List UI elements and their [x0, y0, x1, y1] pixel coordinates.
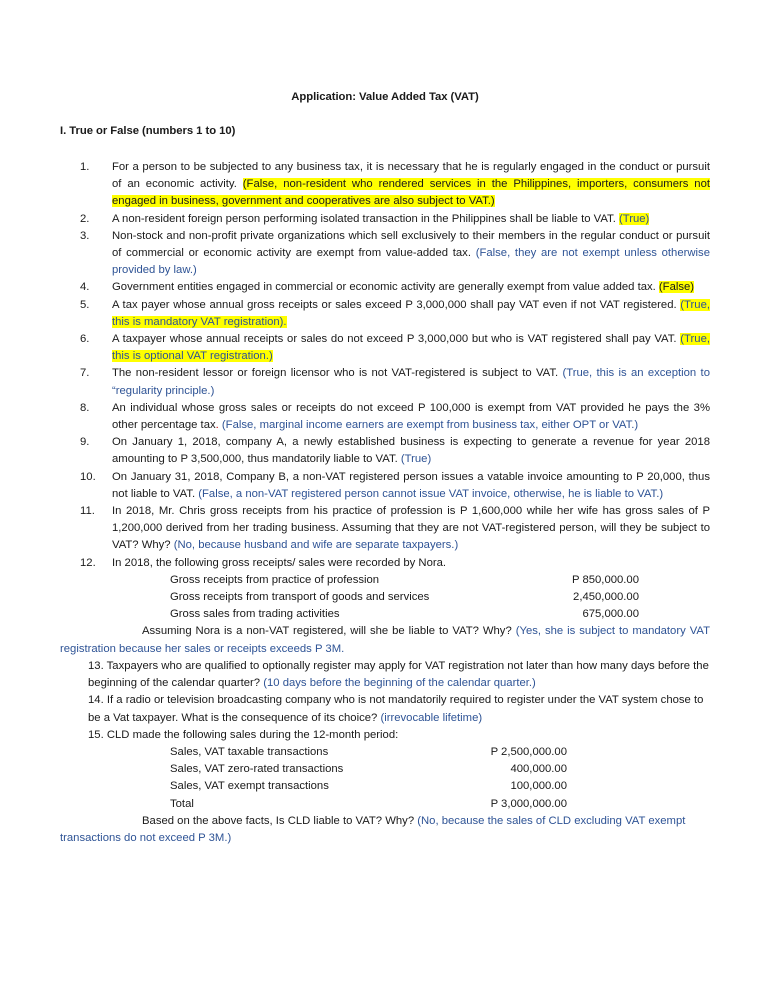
amount-label: Gross receipts from practice of profession: [170, 573, 380, 586]
item-number: 13.: [88, 659, 104, 672]
answer-text: (Yes, she is subject to mandatory VAT registration because her sales or receipts exceeds P 3M.: [60, 625, 710, 655]
question-text: In 2018, the following gross receipts/ sales were recorded by Nora.: [112, 556, 447, 569]
question-text: An individual whose gross sales or receipts do not exceed P 100,000 is exempt from VAT provided he pays the 3% other percentage tax: [112, 401, 710, 432]
question-text: Non-stock and non-profit private organizations which sell exclusively to their members in the regular conduct or pursuit of commercial or economic activity are exempt from value-added tax.: [112, 229, 710, 260]
item-number: 3.: [80, 229, 90, 242]
answer-text: (True): [618, 212, 650, 225]
item-body: [112, 434, 710, 468]
item-body: [112, 211, 710, 228]
item-body: [88, 692, 710, 726]
list-item: [60, 555, 710, 572]
question-text: Government entities engaged in commercial or economic activity are generally exempt from value added tax.: [112, 281, 659, 294]
answer-text: (irrevocable lifetime): [380, 711, 483, 724]
question-text: Assuming Nora is a non-VAT registered, will she be liable to VAT? Why?: [142, 625, 516, 638]
item-number: 8.: [80, 401, 90, 414]
item-body: [112, 228, 710, 280]
amount-label: Sales, VAT zero-rated transactions: [170, 763, 344, 776]
item-body: [88, 658, 710, 692]
item12-closing: [60, 623, 710, 657]
answer-text: (No, because husband and wife are separate taxpayers.): [173, 539, 459, 552]
table-row: [60, 606, 710, 623]
item-number: 7.: [80, 367, 90, 380]
item-number: 14.: [88, 694, 104, 707]
amount-label: Gross sales from trading activities: [170, 608, 340, 621]
item-body: [112, 365, 710, 399]
question-text: On January 31, 2018, Company B, a non-VAT registered person issues a vatable invoice amounting to P 20,000, thus not liable to VAT.: [112, 470, 710, 500]
list-item: [60, 211, 710, 228]
item-body: [112, 400, 710, 434]
question-text: A non-resident foreign person performing isolated transaction in the Philippines shall be liable to VAT.: [112, 212, 619, 225]
item-body: [112, 159, 710, 211]
list-item: [60, 434, 710, 468]
item-number: 10.: [80, 470, 96, 483]
item-body: [112, 279, 710, 296]
list-item: [60, 400, 710, 434]
amount-value: P 850,000.00: [571, 573, 639, 586]
question-text-tail: .: [215, 419, 222, 432]
answer-text: (No, because the sales of CLD excluding VAT exempt transactions do not exceed P 3M.): [60, 814, 686, 844]
question-text: If a radio or television broadcasting company who is not mandatorily required to register under the VAT system chose to be a Vat taxpayer. What is the consequence of its choice?: [88, 694, 704, 724]
question-text: A tax payer whose annual gross receipts or sales exceed P 3,000,000 shall pay VAT even if not VAT registered.: [112, 298, 681, 311]
list-item: [60, 503, 710, 555]
list-item: [60, 228, 710, 280]
section-heading: I. True or False (numbers 1 to 10): [60, 125, 236, 137]
item-number: 5.: [80, 298, 90, 311]
amount-value: P 3,000,000.00: [490, 797, 567, 810]
item-number: 2.: [80, 212, 90, 225]
question-text: Based on the above facts, Is CLD liable to VAT? Why?: [142, 814, 418, 827]
item-number: 11.: [80, 505, 95, 518]
answer-text: (False, they are not exempt unless otherwise provided by law.): [112, 247, 710, 277]
item15-closing: [60, 813, 710, 847]
answer-text: (True, this is mandatory VAT registration).: [112, 298, 710, 328]
table-row: [60, 572, 710, 589]
question-text: CLD made the following sales during the 12-month period:: [106, 728, 399, 741]
amount-value: 2,450,000.00: [573, 591, 639, 604]
question-text: On January 1, 2018, company A, a newly established business is expecting to generate a revenue for year 2018 amounting to P 3,500,000, thus mandatorily liable to VAT.: [112, 436, 710, 466]
item-body: [112, 503, 710, 555]
amount-value: 100,000.00: [510, 780, 567, 793]
table-row: [60, 744, 710, 761]
question-text: Taxpayers who are qualified to optionally register may apply for VAT registration not later than how many days before the beginning of the calendar quarter?: [88, 659, 709, 690]
page-title: Application: Value Added Tax (VAT): [291, 91, 479, 103]
list-item: [60, 692, 710, 726]
list-item: [60, 279, 710, 296]
amount-table-item12: [60, 572, 710, 624]
item-number: 6.: [80, 333, 90, 346]
amount-label: Sales, VAT exempt transactions: [170, 780, 329, 793]
item-body: [112, 469, 710, 503]
list-item: [60, 469, 710, 503]
question-text: The non-resident lessor or foreign licensor who is not VAT-registered is subject to VAT.: [112, 367, 563, 380]
item-number: 12.: [80, 556, 96, 569]
question-text: For a person to be subjected to any business tax, it is necessary that he is regularly engaged in the conduct or pursuit of an economic activity.: [112, 161, 710, 191]
item-number: 4.: [80, 281, 90, 294]
list-item: [60, 365, 710, 399]
amount-value: P 2,500,000.00: [490, 745, 567, 758]
list-item: [60, 159, 710, 211]
item-body: [112, 555, 710, 572]
table-row: [60, 796, 710, 813]
item-body: [112, 297, 710, 331]
amount-label: Sales, VAT taxable transactions: [170, 745, 329, 758]
amount-value: 675,000.00: [582, 608, 639, 621]
question-text: In 2018, Mr. Chris gross receipts from his practice of profession is P 1,600,000 while her wife has gross sales of P 1,200,000 derived from her trading business. Assuming that they are not VAT-registered person, will they be subject to VAT? Why?: [112, 505, 710, 552]
table-row: [60, 761, 710, 778]
answer-text: (True, this is optional VAT registration.): [112, 333, 710, 363]
item-number: 9.: [80, 436, 90, 449]
answer-text: (False, non-resident who rendered services in the Philippines, importers, consumers not engaged in business, government and cooperatives are also subject to VAT.): [112, 178, 711, 208]
amount-label: Total: [170, 797, 194, 810]
item-number: 1.: [80, 161, 90, 173]
item-body: [88, 727, 710, 744]
table-row: [60, 589, 710, 606]
item-number: 15.: [88, 728, 104, 741]
list-item: [60, 658, 710, 692]
table-row: [60, 778, 710, 795]
answer-text: (True, this is an exception to “regularity principle.): [112, 367, 710, 397]
list-item: [60, 727, 710, 744]
answer-text: (True): [400, 453, 432, 466]
amount-value: 400,000.00: [510, 763, 567, 776]
amount-table-item15: [60, 744, 710, 813]
question-text: A taxpayer whose annual receipts or sales do not exceed P 3,000,000 but who is VAT registered shall pay VAT.: [112, 333, 681, 346]
answer-text: (False): [658, 281, 695, 294]
answer-text: (False, marginal income earners are exempt from business tax, either OPT or VAT.): [221, 419, 639, 432]
list-item: [60, 297, 710, 331]
list-item: [60, 331, 710, 365]
amount-label: Gross receipts from transport of goods and services: [170, 591, 430, 604]
answer-text: (False, a non-VAT registered person cannot issue VAT invoice, otherwise, he is liable to VAT.): [198, 487, 664, 500]
item-body: [112, 331, 710, 365]
question-list: [60, 159, 710, 847]
answer-text: (10 days before the beginning of the calendar quarter.): [263, 677, 536, 690]
